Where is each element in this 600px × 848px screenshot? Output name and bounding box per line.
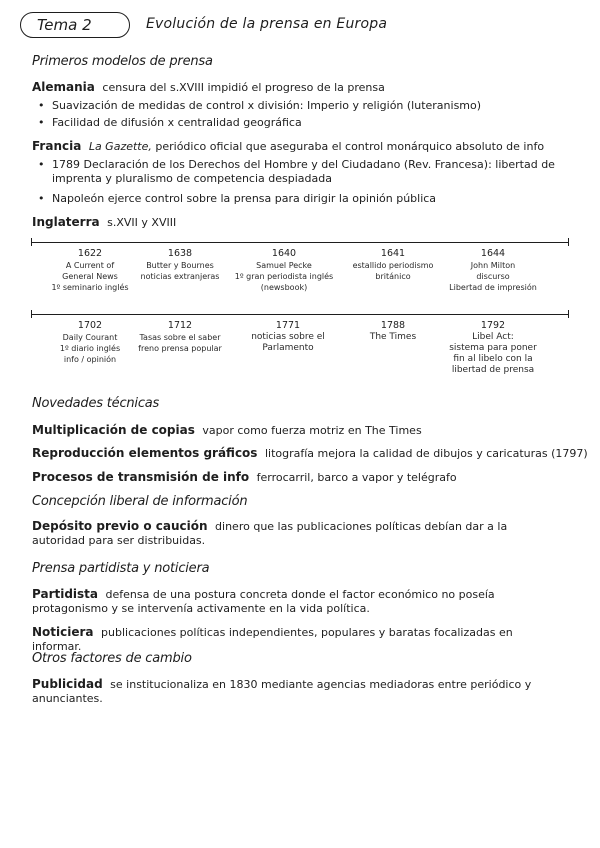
partidista-paragraph: Partidista defensa de una postura concreta donde el factor económico no poseía protagonismo y se intervenía activamente en la vida política. <box>32 587 495 615</box>
inglaterra-line <box>32 215 176 229</box>
francia-key: Francia <box>32 139 82 153</box>
noticiera-paragraph: Noticiera publicaciones políticas independientes, populares y baratas focalizadas en informar. <box>32 625 513 653</box>
alemania-bullet-1: • Suavización de medidas de control x división: Imperio y religión (luteranismo) <box>38 99 558 113</box>
novedad-item-1: Multiplicación de copias vapor como fuerza motriz en The Times <box>32 423 422 437</box>
page-title: Evolución de la prensa en Europa <box>146 16 388 32</box>
inglaterra-text: s.XVII y XVIII <box>107 216 177 229</box>
novedad-item-3: Procesos de transmisión de info ferrocarril, barco a vapor y telégrafo <box>32 470 457 484</box>
timeline-2-event-4: 1788 The Times <box>369 320 417 342</box>
timeline-1-event-3: 1640 Samuel Pecke 1º gran periodista inglés (newsbook) <box>234 248 334 292</box>
francia-line <box>32 139 544 153</box>
alemania-key: Alemania <box>32 80 95 94</box>
tema-badge <box>20 12 130 38</box>
alemania-bullet-2: • Facilidad de difusión x centralidad geográfica <box>38 116 558 130</box>
heading-concepcion-liberal: Concepción liberal de información <box>32 494 248 509</box>
publicidad-paragraph: Publicidad se institucionaliza en 1830 mediante agencias mediadoras entre periódico y anunciantes. <box>32 677 532 705</box>
heading-novedades-tecnicas: Novedades técnicas <box>32 396 160 411</box>
timeline-1-event-4: 1641 estallido periodismo británico <box>352 248 434 281</box>
heading-otros-factores: Otros factores de cambio <box>32 651 192 666</box>
tema-label: Tema 2 <box>37 16 92 34</box>
timeline-1-event-5: 1644 John Milton discurso Libertad de impresión <box>449 248 537 292</box>
timeline-1-event-1: 1622 A Current of General News 1º seminario inglés <box>51 248 129 292</box>
deposito-previo-paragraph: Depósito previo o caución dinero que las publicaciones políticas debían dar a la autoridad para ser distribuidas. <box>32 519 508 547</box>
heading-primeros-modelos: Primeros modelos de prensa <box>32 54 213 69</box>
francia-bullet-1: • 1789 Declaración de los Derechos del Hombre y del Ciudadano (Rev. Francesa): libertad de imprenta y pluralismo de competencia despiadada <box>38 158 558 186</box>
timeline-2-event-3: 1771 noticias sobre el Parlamento <box>251 320 325 353</box>
francia-text: periódico oficial que aseguraba el control monárquico absoluto de info <box>155 140 545 153</box>
alemania-line <box>32 80 385 94</box>
timeline-1-axis <box>32 242 568 243</box>
heading-prensa-partidista: Prensa partidista y noticiera <box>32 561 210 576</box>
timeline-2-event-2: 1712 Tasas sobre el saber freno prensa popular <box>138 320 222 353</box>
timeline-2-event-5: 1792 Libel Act: sistema para poner fin al libelo con la libertad de prensa <box>449 320 537 375</box>
alemania-text: censura del s.XVIII impidió el progreso de la prensa <box>102 81 385 94</box>
inglaterra-key: Inglaterra <box>32 215 100 229</box>
francia-bullet-2: • Napoleón ejerce control sobre la prensa para dirigir la opinión pública <box>38 192 558 206</box>
timeline-2-axis <box>32 314 568 315</box>
novedad-item-2: Reproducción elementos gráficos litografía mejora la calidad de dibujos y caricaturas (1797) <box>32 446 588 460</box>
timeline-2-event-1: 1702 Daily Courant 1º diario inglés info / opinión <box>59 320 121 364</box>
francia-gazette: La Gazette, <box>88 140 152 153</box>
timeline-1-event-2: 1638 Butter y Bournes noticias extranjeras <box>140 248 220 281</box>
